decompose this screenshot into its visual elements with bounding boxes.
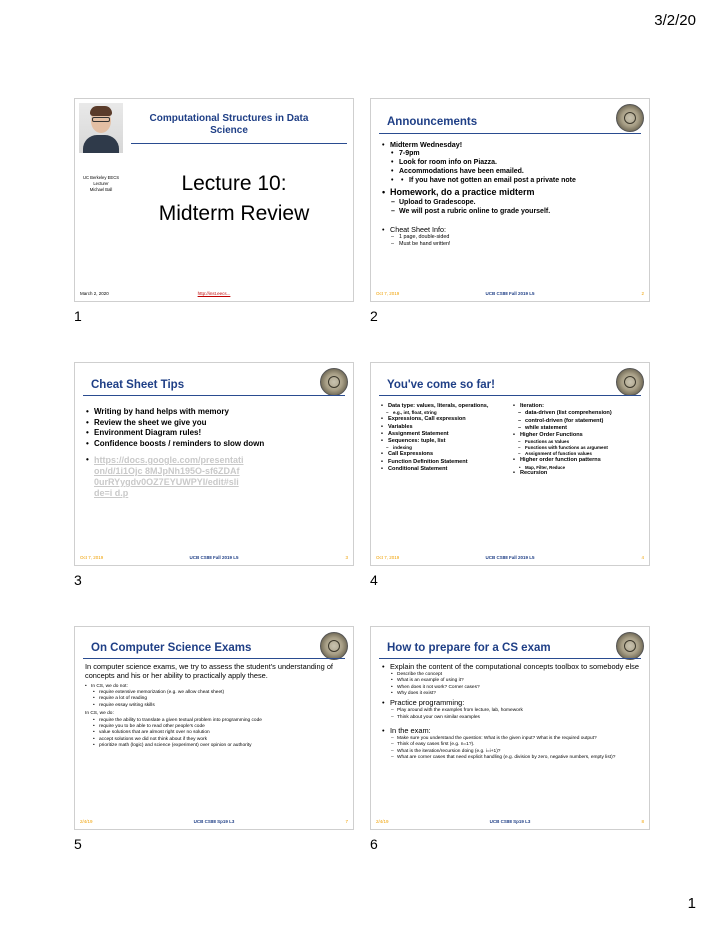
dash-item-text: Make sure you understand the question: What is the given input? What is the required output? xyxy=(397,735,597,741)
dash-item: – Must be hand written! xyxy=(381,241,641,248)
berkeley-seal-icon xyxy=(616,104,644,132)
sub-bullet: • What is an example of using it? xyxy=(391,678,464,684)
list-item: • accept solutions we did not think about if they work xyxy=(93,736,207,742)
sub-sub-bullet: • • If you have not gotten an email post a private note xyxy=(381,176,641,185)
title-rule xyxy=(83,658,345,659)
list-item-text: value solutions that are almost right over no solution xyxy=(99,730,210,736)
bullet: • Confidence boosts / reminders to slow down xyxy=(85,439,345,450)
lecture-topic: Midterm Review xyxy=(158,202,310,225)
slide-title: You've come so far! xyxy=(387,379,495,391)
slide-title: Announcements xyxy=(387,116,478,128)
footer-page: 2 xyxy=(641,291,644,296)
slide-number-1: 1 xyxy=(74,308,82,324)
sub-bullet: • Describe the concept xyxy=(391,671,443,677)
dash-item: – We will post a rubric online to grade yourself. xyxy=(381,207,641,216)
title-rule xyxy=(379,658,641,659)
footer-date: 2/4/19 xyxy=(376,819,389,824)
dash-item: – What are corner cases that need explicit handling (e.g. division by zero, negative numbers, empty list)? xyxy=(391,755,616,761)
topics-left-column xyxy=(381,403,507,473)
list-item-text: require extensive memorization (e.g. we allow cheat sheet) xyxy=(99,690,225,695)
link-bullet xyxy=(85,455,345,499)
slide-5 xyxy=(74,626,354,830)
title-rule xyxy=(379,133,641,134)
topic-item: • Higher Order Functions xyxy=(513,432,641,439)
sub-bullet-text: Describe the concept xyxy=(397,671,443,677)
title-rule xyxy=(379,395,641,396)
slide-title: On Computer Science Exams xyxy=(91,642,252,654)
footer-page: 3 xyxy=(345,555,348,560)
topic-sub-item: – Functions as Values xyxy=(513,439,641,445)
topics-right-column xyxy=(513,403,641,478)
footer-page: 4 xyxy=(641,555,644,560)
role-label: Lecturer xyxy=(93,181,109,186)
list-item-text: require you to be able to read other people’s code xyxy=(99,724,205,730)
slide-1-footer-date: March 2, 2020 xyxy=(80,291,109,296)
topic-dash-item: – control-driven (for statement) xyxy=(513,418,641,425)
print-date: 3/2/20 xyxy=(654,12,696,29)
sub-bullet: • Accommodations have been emailed. xyxy=(381,167,641,176)
topic-sub-item: – e.g., int, float, string xyxy=(381,410,507,416)
berkeley-seal-icon xyxy=(320,632,348,660)
dash-item-text: Play around with the examples from lecture, lab, homework xyxy=(397,708,523,714)
title-rule xyxy=(83,395,345,396)
sub-bullet: • Why does it exist? xyxy=(391,691,436,697)
footer-date: Oct 7, 2019 xyxy=(376,555,400,560)
dash-item: – What is the iteration/recursion doing (e.g. i=i+1)? xyxy=(391,748,501,754)
slide-number-3: 3 xyxy=(74,572,82,588)
slide-title: How to prepare for a CS exam xyxy=(387,642,551,654)
list-item: • require you to be able to read other people’s code xyxy=(93,724,205,730)
topic-item: • Iteration: xyxy=(513,403,641,410)
slide-5-body xyxy=(85,663,345,750)
bullet: • Midterm Wednesday! xyxy=(381,140,641,149)
slide-6 xyxy=(370,626,650,830)
dash-item-text: Think of easy cases first (e.g. n=1?). xyxy=(397,742,475,748)
list-item: • require extensive memorization (e.g. we allow cheat sheet) xyxy=(93,690,225,695)
topic-item: • Recursion xyxy=(513,470,641,477)
intro-paragraph: In computer science exams, we try to assess the student’s understanding of concepts and his or her ability to practically apply these. xyxy=(85,662,333,680)
list-item: • require a lot of reading xyxy=(93,696,147,702)
course-title: Computational Structures in Data Science xyxy=(149,113,309,136)
sub-bullet-text: Why does it exist? xyxy=(397,691,436,697)
slides-link[interactable]: • https://docs.google.com/presentation/d/1i1Ojc 8MJpNh195O-sf6ZDAf0urRYygdv0OZ7EYUWPYI/edit#slide=i d.p xyxy=(94,455,244,498)
list-item-text: accept solutions we did not think about if they work xyxy=(99,736,207,742)
berkeley-seal-icon xyxy=(320,368,348,396)
sub-bullet: • When does it not work? Corner cases? xyxy=(391,684,480,690)
slide-3 xyxy=(74,362,354,566)
do-not-heading: • In CS, we do not: xyxy=(85,683,128,689)
dash-item: – Think about your own similar examples xyxy=(391,714,480,720)
topic-item: • Data type: values, literals, operations, xyxy=(381,403,507,410)
topic-item: • Call Expressions xyxy=(381,451,507,458)
slide-number-4: 4 xyxy=(370,572,378,588)
slide-1 xyxy=(74,98,354,302)
topic-item: • Sequences: tuple, list xyxy=(381,438,507,445)
sub-bullet: • Look for room info on Piazza. xyxy=(381,158,641,167)
slide-2-body xyxy=(381,140,641,248)
lecture-title xyxy=(145,169,323,229)
list-item: • value solutions that are almost right over no solution xyxy=(93,730,210,736)
bullet: • Explain the content of the computational concepts toolbox to somebody else xyxy=(381,663,641,672)
topic-item: • Higher order function patterns xyxy=(513,457,641,464)
speaker-photo xyxy=(79,103,123,153)
page-number: 1 xyxy=(687,895,696,912)
bullet: • Writing by hand helps with memory xyxy=(85,407,345,418)
topic-sub-item: • Map, Filter, Reduce xyxy=(513,465,641,471)
topic-item: • Function Definition Statement xyxy=(381,459,507,466)
berkeley-seal-icon xyxy=(616,368,644,396)
list-item-text: require the ability to translate a given textual problem into programming code xyxy=(99,717,262,723)
footer-course: UCB CS88 Sp19 L3 xyxy=(193,819,235,824)
sub-bullet: • 7-9pm xyxy=(381,149,641,158)
dash-item-text: What is the iteration/recursion doing (e.g. i=i+1)? xyxy=(397,748,501,754)
footer-page: 8 xyxy=(641,819,644,824)
dash-item: – Make sure you understand the question: What is the given input? What is the required output? xyxy=(391,735,597,741)
slide-title: Cheat Sheet Tips xyxy=(91,379,185,391)
sub-bullet-text: When does it not work? Corner cases? xyxy=(397,684,480,690)
list-item-text: require a lot of reading xyxy=(99,696,147,702)
slide-number-5: 5 xyxy=(74,836,82,852)
bullet: • Cheat Sheet Info: xyxy=(381,225,641,234)
topic-item: • Assignment Statement xyxy=(381,431,507,438)
bullet: • Review the sheet we give you xyxy=(85,418,345,429)
dash-item: – Think of easy cases first (e.g. n=1?). xyxy=(391,742,475,748)
berkeley-seal-icon xyxy=(616,632,644,660)
slide-3-body xyxy=(85,407,345,499)
bullet: • Homework, do a practice midterm xyxy=(381,187,641,198)
slide-number-6: 6 xyxy=(370,836,378,852)
lecture-number: Lecture 10: xyxy=(181,172,287,195)
topic-sub-item: – Functions with functions as argument xyxy=(513,445,641,451)
slide-number-2: 2 xyxy=(370,308,378,324)
sub-sub-bullet-text: If you have not gotten an email post a private note xyxy=(409,177,576,184)
do-heading: In CS, we do: xyxy=(85,711,114,717)
footer-page: 7 xyxy=(345,819,348,824)
dept-label: UC Berkeley EECS xyxy=(82,175,120,180)
list-item: • require essay writing skills xyxy=(93,702,155,708)
bullet: • Environment Diagram rules! xyxy=(85,428,345,439)
lecturer-name: Michael Ball xyxy=(89,187,113,192)
dash-item-text: What are corner cases that need explicit handling (e.g. division by zero, negative numbers, empty list)? xyxy=(397,755,616,761)
footer-date: Oct 7, 2019 xyxy=(80,555,104,560)
footer-course: UCB CS88 Sp19 L3 xyxy=(489,819,531,824)
footer-course: UCB CS88 Fall 2019 L5 xyxy=(485,555,535,560)
slide-1-footer-link[interactable]: http://inst.eecs... xyxy=(197,291,231,296)
list-item: • prioritize math (logic) and science (experiment) over opinion or authority xyxy=(93,743,252,749)
list-item: • require the ability to translate a given textual problem into programming code xyxy=(93,717,262,723)
dash-item-text: Think about your own similar examples xyxy=(397,714,480,720)
list-item-text: require essay writing skills xyxy=(99,702,155,708)
bullet: • In the exam: xyxy=(381,727,641,736)
bullet: • Practice programming: xyxy=(381,699,641,708)
do-not-label: In CS, we do not: xyxy=(91,683,128,689)
course-rule xyxy=(131,143,347,144)
dash-item: – Upload to Gradescope. xyxy=(381,198,641,207)
footer-course: UCB CS88 Fall 2019 L5 xyxy=(485,291,535,296)
topic-item: • Expressions, Call expression xyxy=(381,416,507,423)
topic-dash-item: – while statement xyxy=(513,425,641,432)
sub-bullet-text: What is an example of using it? xyxy=(397,678,464,684)
slide-6-body xyxy=(381,663,641,761)
lecturer-info xyxy=(77,175,125,193)
topic-item: • Conditional Statement xyxy=(381,466,507,473)
topic-sub-item: – Assignment of function values xyxy=(513,451,641,457)
topic-sub-item: – indexing xyxy=(381,445,507,451)
dash-item: – 1 page, double-sided xyxy=(381,234,641,241)
topic-item: • Variables xyxy=(381,424,507,431)
dash-item: – Play around with the examples from lecture, lab, homework xyxy=(391,708,523,714)
footer-date: 2/4/19 xyxy=(80,819,93,824)
footer-course: UCB CS88 Fall 2019 L5 xyxy=(189,555,239,560)
slide-4 xyxy=(370,362,650,566)
footer-date: Oct 7, 2019 xyxy=(376,291,400,296)
topic-dash-item: – data-driven (list comprehension) xyxy=(513,410,641,417)
slide-2 xyxy=(370,98,650,302)
list-item-text: prioritize math (logic) and science (experiment) over opinion or authority xyxy=(99,743,252,749)
